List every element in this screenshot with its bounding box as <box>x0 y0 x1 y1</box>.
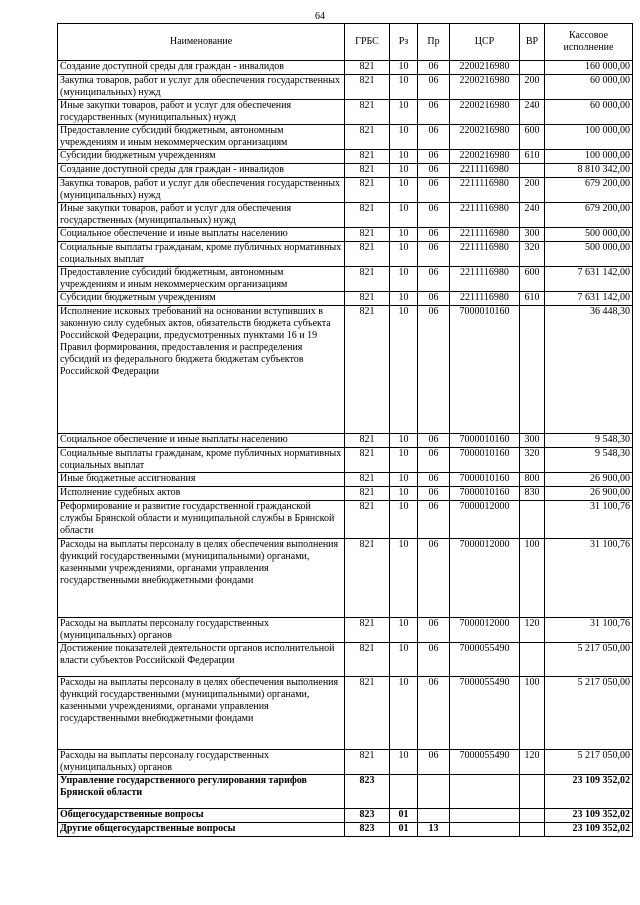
cell-amount: 9 548,30 <box>545 434 633 448</box>
cell-grbs: 821 <box>345 448 390 473</box>
cell-name: Достижение показателей деятельности органов исполнительной власти субъектов Российской Федерации <box>58 643 345 677</box>
cell-csr: 2211116980 <box>450 242 520 267</box>
cell-csr: 2200216980 <box>450 61 520 75</box>
cell-grbs: 821 <box>345 150 390 164</box>
cell-vr: 300 <box>520 228 545 242</box>
cell-vr <box>520 306 545 434</box>
table-row <box>58 61 633 75</box>
cell-amount: 8 810 342,00 <box>545 164 633 178</box>
cell-name: Социальное обеспечение и иные выплаты населению <box>58 228 345 242</box>
cell-vr <box>520 61 545 75</box>
cell-rz: 10 <box>390 643 418 677</box>
cell-grbs: 821 <box>345 618 390 643</box>
cell-pr: 13 <box>418 823 450 837</box>
cell-vr: 600 <box>520 267 545 292</box>
header-amount: Кассовое исполнение <box>545 24 633 61</box>
cell-amount: 7 631 142,00 <box>545 267 633 292</box>
cell-csr: 7000055490 <box>450 677 520 750</box>
cell-vr: 240 <box>520 100 545 125</box>
cell-amount: 160 000,00 <box>545 61 633 75</box>
cell-csr: 7000055490 <box>450 643 520 677</box>
cell-name: Субсидии бюджетным учреждениям <box>58 292 345 306</box>
table-row <box>58 809 633 823</box>
cell-vr <box>520 809 545 823</box>
table-row <box>58 164 633 178</box>
cell-vr: 240 <box>520 203 545 228</box>
cell-rz: 10 <box>390 501 418 539</box>
table-row <box>58 125 633 150</box>
cell-amount: 31 100,76 <box>545 618 633 643</box>
cell-amount: 100 000,00 <box>545 150 633 164</box>
cell-rz: 10 <box>390 228 418 242</box>
cell-pr: 06 <box>418 150 450 164</box>
cell-pr: 06 <box>418 61 450 75</box>
cell-vr: 320 <box>520 242 545 267</box>
table-body <box>58 61 633 837</box>
table-row <box>58 539 633 618</box>
table-row <box>58 306 633 434</box>
cell-pr <box>418 775 450 809</box>
cell-csr: 7000010160 <box>450 487 520 501</box>
cell-vr: 120 <box>520 750 545 775</box>
cell-amount: 500 000,00 <box>545 228 633 242</box>
cell-pr <box>418 809 450 823</box>
cell-grbs: 821 <box>345 203 390 228</box>
cell-grbs: 821 <box>345 750 390 775</box>
cell-amount: 500 000,00 <box>545 242 633 267</box>
cell-pr: 06 <box>418 242 450 267</box>
cell-vr: 200 <box>520 178 545 203</box>
cell-pr: 06 <box>418 164 450 178</box>
cell-rz: 10 <box>390 677 418 750</box>
table-row <box>58 448 633 473</box>
cell-vr <box>520 643 545 677</box>
cell-vr: 200 <box>520 75 545 100</box>
cell-rz: 10 <box>390 306 418 434</box>
cell-name: Иные закупки товаров, работ и услуг для обеспечения государственных (муниципальных) нужд <box>58 203 345 228</box>
cell-rz: 10 <box>390 750 418 775</box>
cell-rz: 10 <box>390 150 418 164</box>
cell-csr: 2200216980 <box>450 100 520 125</box>
table-row <box>58 750 633 775</box>
cell-csr <box>450 775 520 809</box>
cell-amount: 7 631 142,00 <box>545 292 633 306</box>
cell-vr: 610 <box>520 150 545 164</box>
table-row <box>58 242 633 267</box>
cell-name: Расходы на выплаты персоналу государственных (муниципальных) органов <box>58 750 345 775</box>
cell-grbs: 823 <box>345 775 390 809</box>
cell-pr: 06 <box>418 473 450 487</box>
header-name: Наименование <box>58 24 345 61</box>
header-pr: Пр <box>418 24 450 61</box>
cell-name: Расходы на выплаты персоналу государственных (муниципальных) органов <box>58 618 345 643</box>
cell-pr: 06 <box>418 487 450 501</box>
header-vr: ВР <box>520 24 545 61</box>
cell-name: Создание доступной среды для граждан - инвалидов <box>58 164 345 178</box>
cell-grbs: 821 <box>345 75 390 100</box>
cell-csr: 2211116980 <box>450 228 520 242</box>
table-row <box>58 501 633 539</box>
header-rz: Рз <box>390 24 418 61</box>
cell-amount: 31 100,76 <box>545 539 633 618</box>
cell-csr: 7000012000 <box>450 539 520 618</box>
table-row <box>58 75 633 100</box>
page-number: 64 <box>315 11 325 22</box>
cell-pr: 06 <box>418 75 450 100</box>
cell-grbs: 823 <box>345 823 390 837</box>
cell-amount: 5 217 050,00 <box>545 643 633 677</box>
cell-grbs: 821 <box>345 487 390 501</box>
cell-name: Управление государственного регулирования тарифов Брянской области <box>58 775 345 809</box>
cell-csr <box>450 809 520 823</box>
cell-rz: 10 <box>390 539 418 618</box>
cell-pr: 06 <box>418 203 450 228</box>
cell-grbs: 821 <box>345 125 390 150</box>
cell-rz: 10 <box>390 100 418 125</box>
cell-csr: 2200216980 <box>450 150 520 164</box>
cell-name: Создание доступной среды для граждан - инвалидов <box>58 61 345 75</box>
cell-rz: 10 <box>390 203 418 228</box>
cell-rz: 10 <box>390 267 418 292</box>
cell-amount: 36 448,30 <box>545 306 633 434</box>
cell-rz: 10 <box>390 242 418 267</box>
cell-name: Расходы на выплаты персоналу в целях обеспечения выполнения функций государственными (муниципальными) органами, казенными учреждениями, органами управления государственными внебюджетными фондами <box>58 539 345 618</box>
cell-name: Социальные выплаты гражданам, кроме публичных нормативных социальных выплат <box>58 242 345 267</box>
cell-name: Субсидии бюджетным учреждениям <box>58 150 345 164</box>
cell-name: Другие общегосударственные вопросы <box>58 823 345 837</box>
table-row <box>58 618 633 643</box>
cell-amount: 23 109 352,02 <box>545 809 633 823</box>
table-row <box>58 677 633 750</box>
cell-name: Расходы на выплаты персоналу в целях обеспечения выполнения функций государственными (муниципальными) органами, казенными учреждениями, органами управления государственными внебюджетными фондами <box>58 677 345 750</box>
table-row <box>58 150 633 164</box>
cell-vr <box>520 775 545 809</box>
cell-pr: 06 <box>418 677 450 750</box>
cell-pr: 06 <box>418 100 450 125</box>
cell-pr: 06 <box>418 178 450 203</box>
cell-grbs: 821 <box>345 292 390 306</box>
cell-name: Закупка товаров, работ и услуг для обеспечения государственных (муниципальных) нужд <box>58 75 345 100</box>
cell-name: Предоставление субсидий бюджетным, автономным учреждениям и иным некоммерческим организациям <box>58 125 345 150</box>
cell-grbs: 821 <box>345 473 390 487</box>
cell-csr: 7000010160 <box>450 434 520 448</box>
cell-vr: 600 <box>520 125 545 150</box>
table-row <box>58 203 633 228</box>
cell-csr: 7000010160 <box>450 448 520 473</box>
cell-rz: 10 <box>390 178 418 203</box>
cell-name: Социальные выплаты гражданам, кроме публичных нормативных социальных выплат <box>58 448 345 473</box>
cell-grbs: 821 <box>345 501 390 539</box>
cell-grbs: 821 <box>345 242 390 267</box>
cell-amount: 23 109 352,02 <box>545 775 633 809</box>
cell-amount: 5 217 050,00 <box>545 677 633 750</box>
cell-rz: 01 <box>390 823 418 837</box>
table-row <box>58 473 633 487</box>
cell-vr <box>520 501 545 539</box>
cell-grbs: 821 <box>345 434 390 448</box>
budget-table <box>57 23 633 837</box>
cell-amount: 26 900,00 <box>545 487 633 501</box>
cell-amount: 5 217 050,00 <box>545 750 633 775</box>
table-row <box>58 775 633 809</box>
table-header-row <box>58 24 633 61</box>
cell-csr: 7000010160 <box>450 306 520 434</box>
table-row <box>58 100 633 125</box>
cell-grbs: 821 <box>345 228 390 242</box>
cell-amount: 9 548,30 <box>545 448 633 473</box>
cell-rz: 10 <box>390 473 418 487</box>
cell-pr: 06 <box>418 228 450 242</box>
table-row <box>58 487 633 501</box>
cell-amount: 31 100,76 <box>545 501 633 539</box>
cell-vr: 300 <box>520 434 545 448</box>
cell-pr: 06 <box>418 643 450 677</box>
cell-rz <box>390 775 418 809</box>
cell-amount: 679 200,00 <box>545 178 633 203</box>
cell-csr: 2211116980 <box>450 178 520 203</box>
cell-grbs: 821 <box>345 267 390 292</box>
cell-rz: 10 <box>390 618 418 643</box>
cell-rz: 10 <box>390 487 418 501</box>
cell-grbs: 821 <box>345 677 390 750</box>
cell-name: Предоставление субсидий бюджетным, автономным учреждениям и иным некоммерческим организациям <box>58 267 345 292</box>
table-row <box>58 228 633 242</box>
cell-pr: 06 <box>418 618 450 643</box>
cell-name: Социальное обеспечение и иные выплаты населению <box>58 434 345 448</box>
cell-amount: 60 000,00 <box>545 100 633 125</box>
cell-rz: 10 <box>390 448 418 473</box>
cell-grbs: 821 <box>345 164 390 178</box>
cell-csr: 7000012000 <box>450 618 520 643</box>
cell-pr: 06 <box>418 292 450 306</box>
cell-vr: 120 <box>520 618 545 643</box>
cell-vr <box>520 164 545 178</box>
cell-rz: 10 <box>390 164 418 178</box>
cell-amount: 60 000,00 <box>545 75 633 100</box>
cell-pr: 06 <box>418 539 450 618</box>
header-csr: ЦСР <box>450 24 520 61</box>
cell-pr: 06 <box>418 750 450 775</box>
table-row <box>58 292 633 306</box>
cell-csr: 2200216980 <box>450 75 520 100</box>
cell-csr: 7000010160 <box>450 473 520 487</box>
cell-pr: 06 <box>418 434 450 448</box>
table-row <box>58 823 633 837</box>
cell-csr: 7000012000 <box>450 501 520 539</box>
cell-csr: 7000055490 <box>450 750 520 775</box>
cell-amount: 26 900,00 <box>545 473 633 487</box>
cell-grbs: 821 <box>345 178 390 203</box>
cell-vr: 100 <box>520 539 545 618</box>
table-row <box>58 434 633 448</box>
cell-grbs: 821 <box>345 100 390 125</box>
cell-amount: 23 109 352,02 <box>545 823 633 837</box>
cell-name: Исполнение исковых требований на основании вступивших в законную силу судебных актов, обязательств бюджета субъекта Российской Федерации, предусмотренных пунктами 16 и 19 Правил формирования, предоставления и распределения субсидий из федерального бюджета бюджетам субъектов Российской Федерации <box>58 306 345 434</box>
cell-vr: 800 <box>520 473 545 487</box>
cell-pr: 06 <box>418 267 450 292</box>
cell-rz: 10 <box>390 75 418 100</box>
cell-name: Закупка товаров, работ и услуг для обеспечения государственных (муниципальных) нужд <box>58 178 345 203</box>
cell-grbs: 823 <box>345 809 390 823</box>
cell-grbs: 821 <box>345 643 390 677</box>
cell-csr: 2200216980 <box>450 125 520 150</box>
cell-csr: 2211116980 <box>450 203 520 228</box>
cell-csr: 2211116980 <box>450 267 520 292</box>
cell-vr: 100 <box>520 677 545 750</box>
cell-vr <box>520 823 545 837</box>
cell-name: Иные бюджетные ассигнования <box>58 473 345 487</box>
cell-name: Общегосударственные вопросы <box>58 809 345 823</box>
cell-rz: 10 <box>390 434 418 448</box>
cell-csr: 2211116980 <box>450 292 520 306</box>
cell-rz: 01 <box>390 809 418 823</box>
cell-grbs: 821 <box>345 306 390 434</box>
cell-csr: 2211116980 <box>450 164 520 178</box>
cell-pr: 06 <box>418 448 450 473</box>
cell-vr: 830 <box>520 487 545 501</box>
cell-name: Иные закупки товаров, работ и услуг для обеспечения государственных (муниципальных) нужд <box>58 100 345 125</box>
cell-csr <box>450 823 520 837</box>
header-grbs: ГРБС <box>345 24 390 61</box>
cell-vr: 320 <box>520 448 545 473</box>
table-row <box>58 267 633 292</box>
cell-pr: 06 <box>418 306 450 434</box>
cell-name: Реформирование и развитие государственной гражданской службы Брянской области и муниципальной службы в Брянской области <box>58 501 345 539</box>
table-row <box>58 178 633 203</box>
cell-name: Исполнение судебных актов <box>58 487 345 501</box>
cell-rz: 10 <box>390 61 418 75</box>
cell-pr: 06 <box>418 501 450 539</box>
cell-rz: 10 <box>390 125 418 150</box>
cell-rz: 10 <box>390 292 418 306</box>
table-row <box>58 643 633 677</box>
cell-grbs: 821 <box>345 61 390 75</box>
cell-amount: 679 200,00 <box>545 203 633 228</box>
cell-amount: 100 000,00 <box>545 125 633 150</box>
cell-pr: 06 <box>418 125 450 150</box>
cell-vr: 610 <box>520 292 545 306</box>
cell-grbs: 821 <box>345 539 390 618</box>
